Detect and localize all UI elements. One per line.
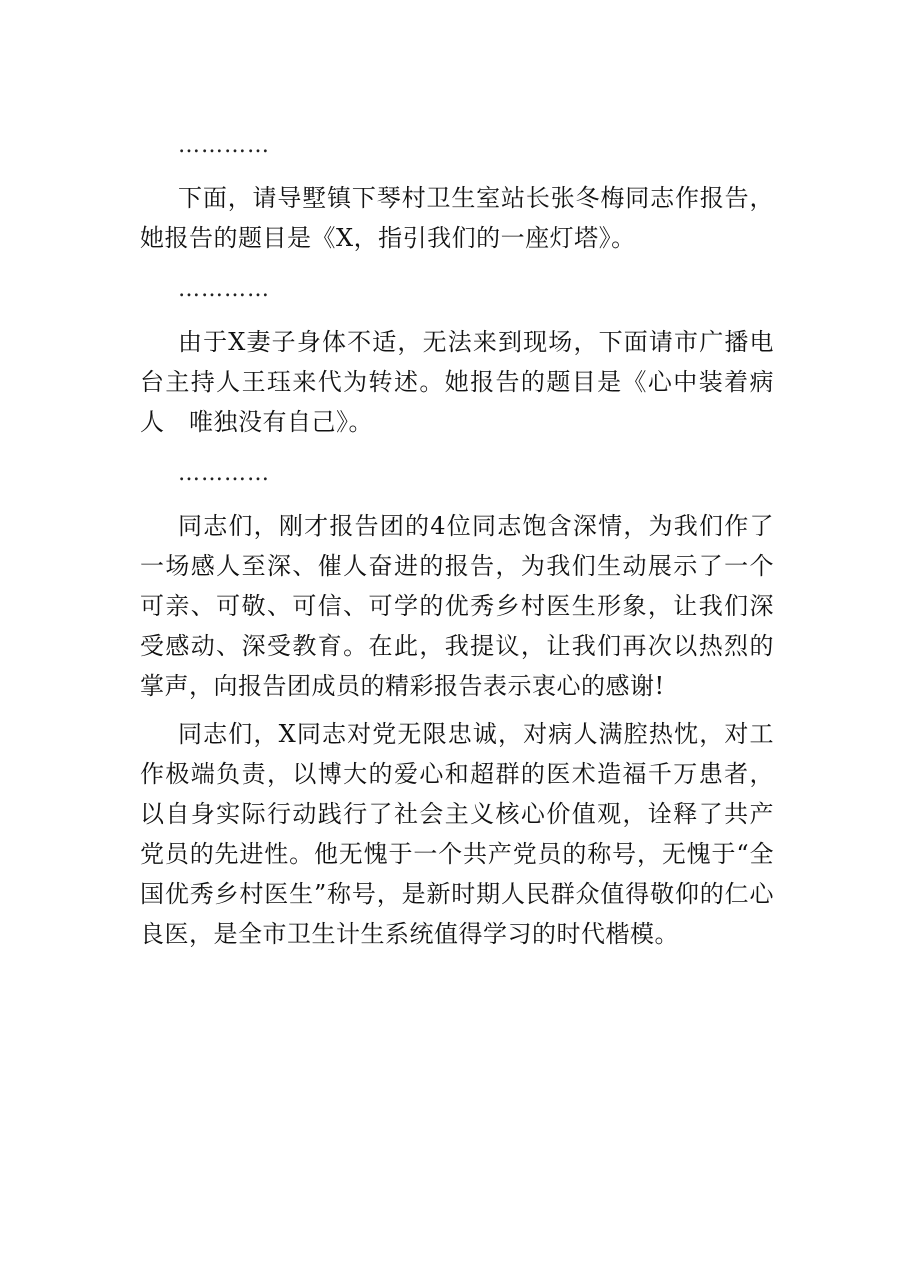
ellipsis-separator: ………… xyxy=(178,277,270,302)
paragraph-zhang-dongmei-report: 下面，请导墅镇下琴村卫生室站长张冬梅同志作报告，她报告的题目是《X，指引我们的一座灯塔》。 xyxy=(140,184,774,252)
paragraph-wang-jue-report: 由于X妻子身体不适，无法来到现场，下面请市广播电台主持人王珏来代为转述。她报告的题目是《心中装着病人 唯独没有自己》。 xyxy=(140,328,774,436)
ellipsis-separator: ………… xyxy=(178,133,270,158)
paragraph-praise-model: 同志们，X同志对党无限忠诚，对病人满腔热忱，对工作极端负责，以博大的爱心和超群的医术造福千万患者，以自身实际行动践行了社会主义核心价值观，诠释了共产党员的先进性。他无愧于一个共产党员的称号，无愧于“全国优秀乡村医生”称号，是新时期人民群众值得敬仰的仁心良医，是全市卫生计生系统值得学习的时代楷模。 xyxy=(140,720,774,948)
ellipsis-separator: ………… xyxy=(178,461,270,486)
paragraph-thanks-report-team: 同志们，刚才报告团的4位同志饱含深情，为我们作了一场感人至深、催人奋进的报告，为我们生动展示了一个可亲、可敬、可信、可学的优秀乡村医生形象，让我们深受感动、深受教育。在此，我提议，让我们再次以热烈的掌声，向报告团成员的精彩报告表示衷心的感谢! xyxy=(140,512,774,700)
document-page xyxy=(140,128,774,954)
